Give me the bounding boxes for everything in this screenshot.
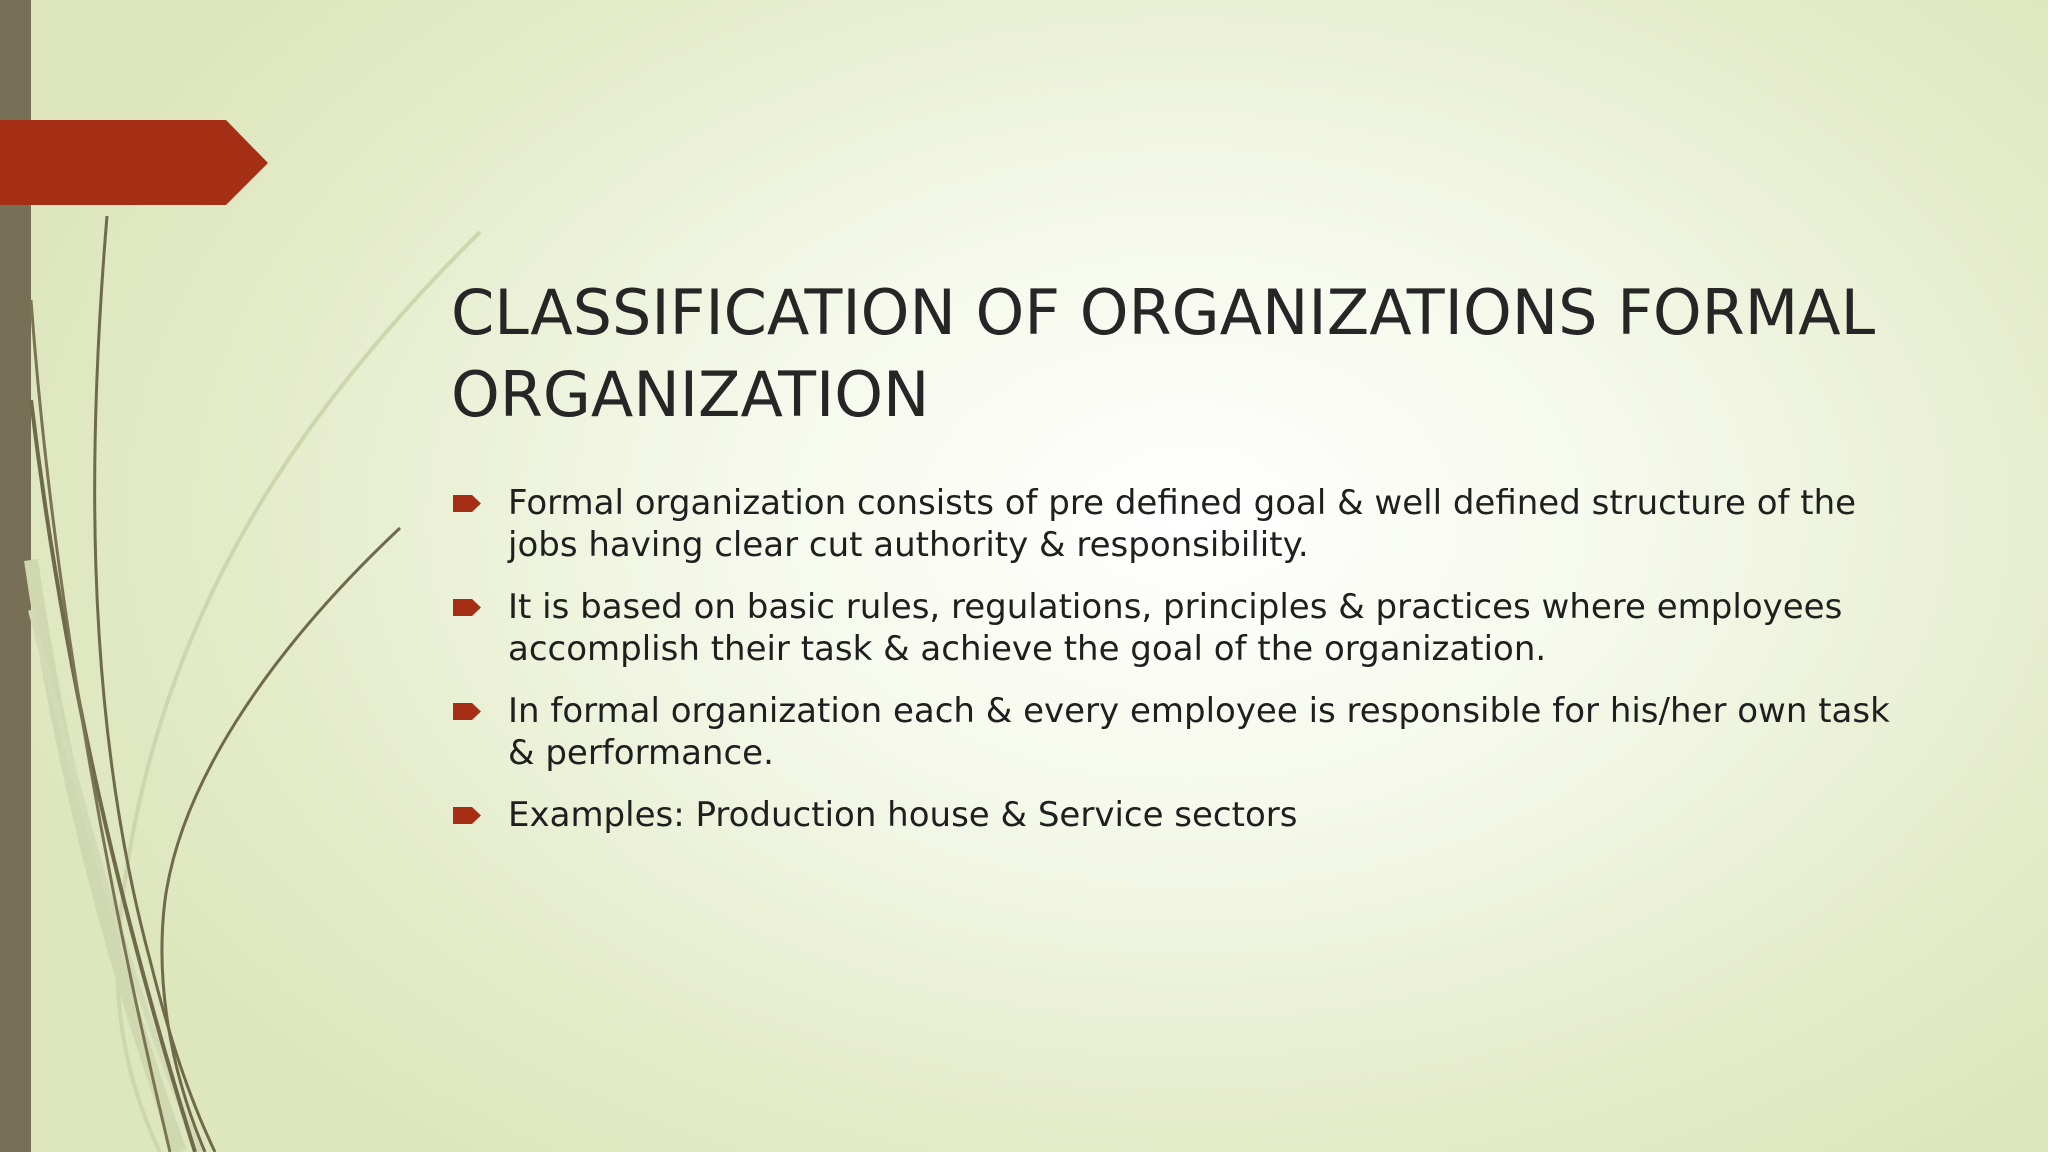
bullet-text: Examples: Production house & Service sectors [508,795,1298,835]
bullet-text: It is based on basic rules, regulations, principles & practices where employees accomplish their task & achieve the goal of the organization. [508,587,1843,669]
arrow-bullet-icon [453,703,481,720]
bullet-list [451,482,1901,856]
arrow-bullet-icon [453,599,481,616]
list-item [451,586,1901,670]
list-item [451,482,1901,566]
list-item [451,794,1901,836]
slide-title: CLASSIFICATION OF ORGANIZATIONS FORMAL ORGANIZATION [451,276,1876,431]
arrow-bullet-icon [453,807,481,824]
bullet-text: Formal organization consists of pre defined goal & well defined structure of the jobs having clear cut authority & responsibility. [508,483,1857,565]
arrow-bullet-icon [453,495,481,512]
bullet-text: In formal organization each & every employee is responsible for his/her own task & performance. [508,691,1890,773]
list-item [451,690,1901,774]
